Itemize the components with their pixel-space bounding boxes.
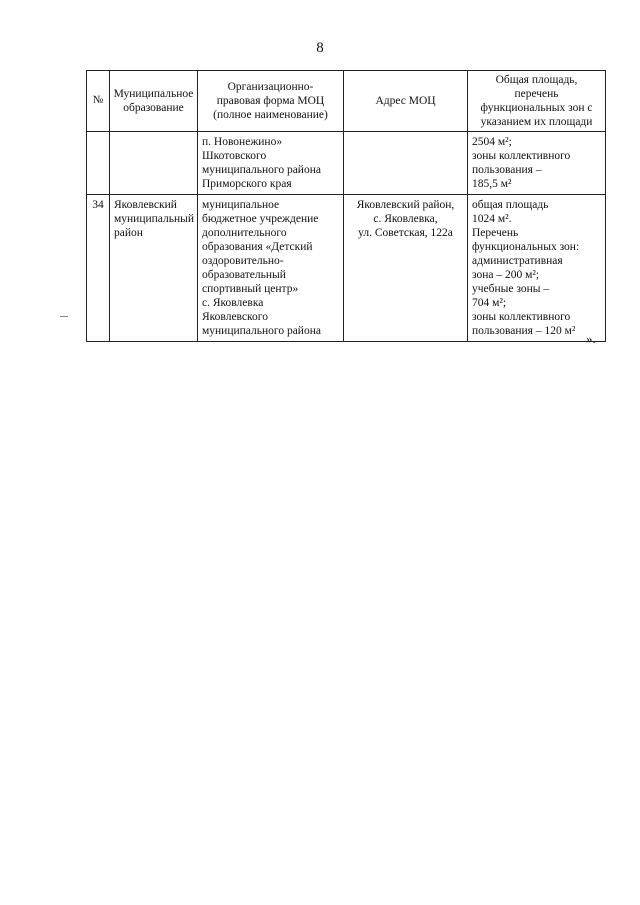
cell-line: общая площадь — [472, 199, 549, 212]
cell-line: муниципального района — [202, 325, 321, 338]
header-org-form — [198, 71, 344, 132]
cell-line: 185,5 м² — [472, 178, 512, 191]
cell-line: с. Яковлевка — [202, 297, 264, 310]
cell-number — [87, 132, 110, 195]
table-row — [87, 132, 606, 195]
cell-number: 34 — [87, 195, 110, 342]
header-address — [344, 71, 468, 132]
header-municipality — [110, 71, 198, 132]
cell-line: 1024 м². — [472, 213, 512, 226]
margin-mark — [60, 316, 68, 317]
cell-line: бюджетное учреждение — [202, 213, 319, 226]
cell-line: Перечень — [472, 227, 519, 240]
cell-line: муниципального района — [202, 164, 321, 177]
cell-line: Приморского края — [202, 178, 292, 191]
header-line: правовая форма МОЦ — [216, 95, 325, 108]
cell-line: 704 м²; — [472, 297, 507, 310]
header-line: Муниципальное — [113, 88, 194, 101]
cell-address — [344, 195, 468, 342]
cell-area — [468, 195, 606, 342]
cell-line: функциональных зон: — [472, 241, 580, 254]
header-line: функциональных зон с — [480, 102, 593, 115]
cell-line: муниципальное — [202, 199, 280, 212]
closing-quote-mark: ». — [586, 331, 596, 346]
cell-area — [468, 132, 606, 195]
cell-line: муниципальный — [114, 213, 195, 226]
cell-line: пользования – — [472, 164, 542, 177]
cell-line: зоны коллективного — [472, 150, 571, 163]
header-number: № — [87, 71, 110, 132]
header-line: Общая площадь, — [495, 74, 578, 86]
header-line: образование — [123, 102, 184, 115]
cell-line: зоны коллективного — [472, 311, 571, 324]
cell-line: п. Новонежино» — [202, 136, 283, 149]
cell-line: образовательный — [202, 269, 286, 282]
cell-line: оздоровительно- — [202, 255, 284, 268]
cell-municipality — [110, 195, 198, 342]
table-row — [87, 195, 606, 342]
cell-line: Яковлевский — [114, 199, 177, 212]
cell-line: Шкотовского — [202, 150, 267, 163]
page-number: 8 — [316, 40, 324, 56]
table-header-row — [87, 71, 606, 132]
cell-line: с. Яковлевка, — [373, 213, 438, 226]
cell-line: зона – 200 м²; — [472, 269, 540, 282]
header-area — [468, 71, 606, 132]
cell-line: образования «Детский — [202, 241, 313, 254]
cell-line: дополнительного — [202, 227, 287, 240]
cell-org-form — [198, 132, 344, 195]
cell-line: ул. Советская, 122а — [358, 227, 453, 240]
cell-org-form — [198, 195, 344, 342]
cell-address — [344, 132, 468, 195]
moc-table — [86, 70, 606, 342]
cell-municipality — [110, 132, 198, 195]
header-line: Адрес МОЦ — [375, 95, 436, 108]
cell-line: учебные зоны – — [472, 283, 550, 296]
cell-line: Яковлевский район, — [356, 199, 455, 212]
cell-line: 2504 м²; — [472, 136, 512, 149]
cell-line: пользования – 120 м² — [472, 325, 576, 338]
header-line: указанием их площади — [480, 116, 593, 129]
header-line: (полное наименование) — [213, 109, 328, 122]
cell-line: район — [114, 227, 143, 240]
cell-line: административная — [472, 255, 563, 268]
header-line: Организационно- — [227, 81, 314, 93]
header-line: перечень — [514, 88, 559, 101]
cell-line: Яковлевского — [202, 311, 268, 324]
cell-line: спортивный центр» — [202, 283, 299, 296]
